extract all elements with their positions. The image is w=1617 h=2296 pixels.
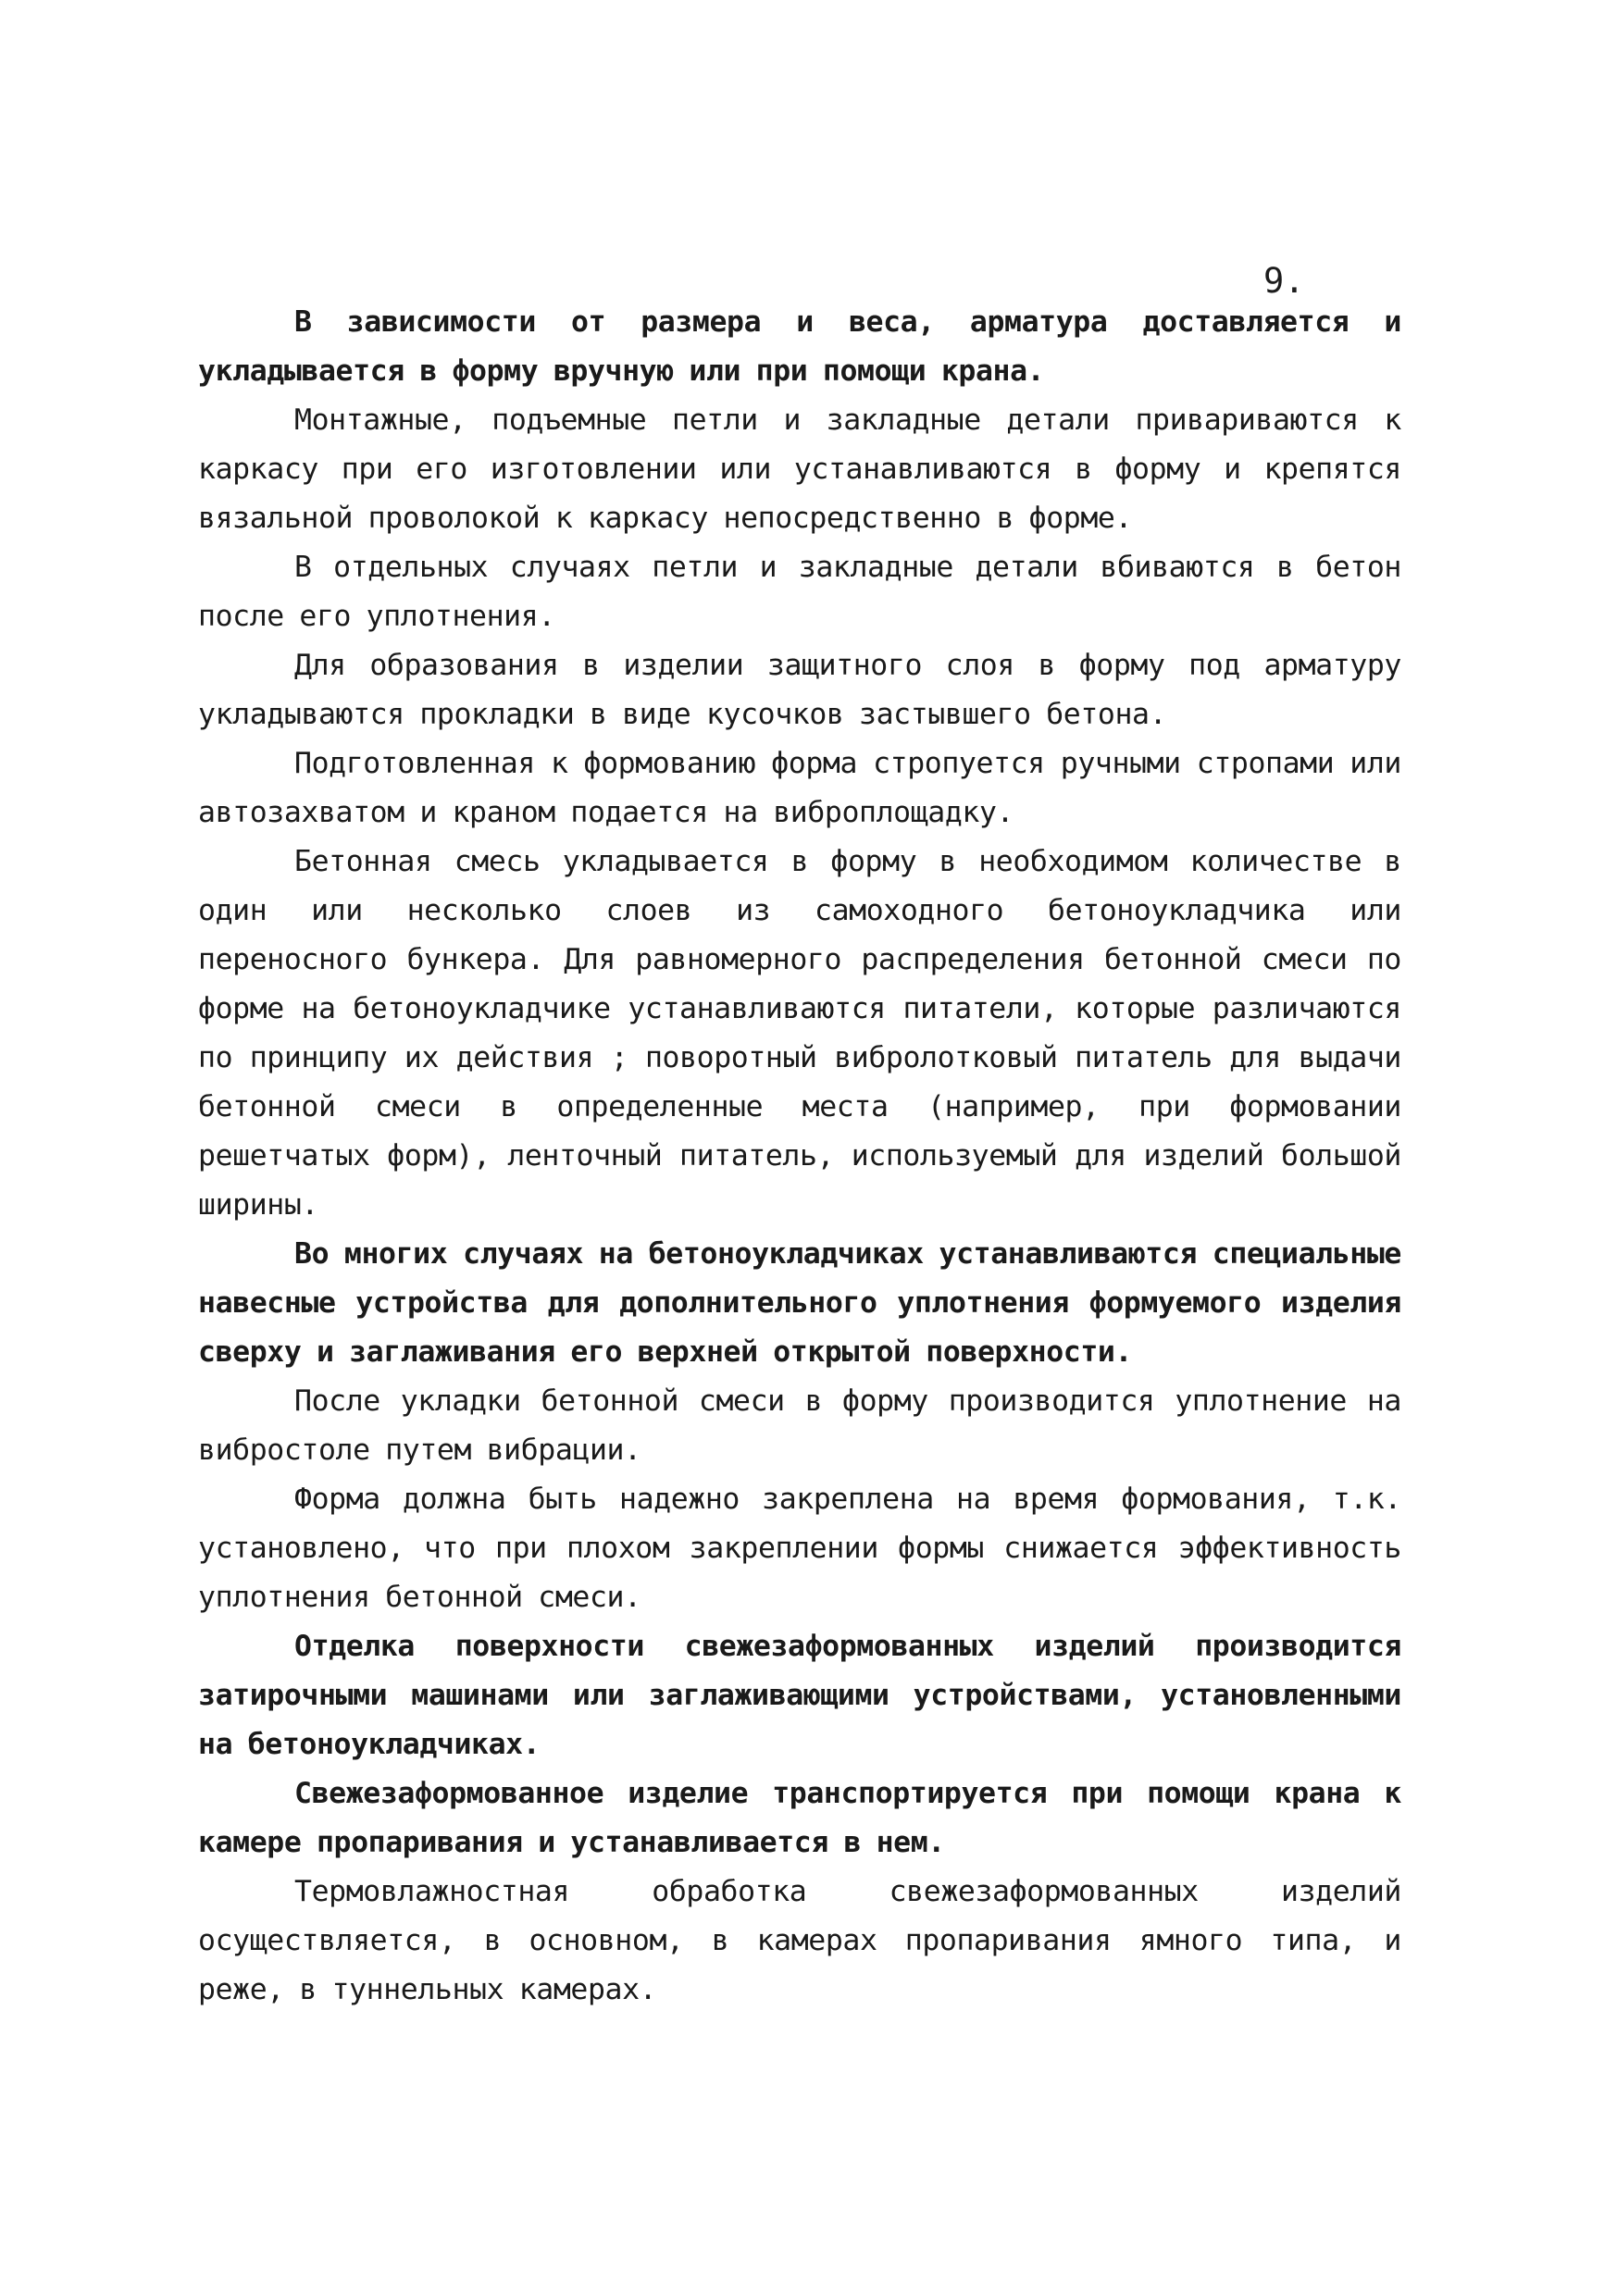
paragraph-10: Отделка поверхности свежезаформованных изделий производится затирочными машинами или заглаживающими устройствами, установленными на бетоноукладчиках. <box>198 1630 1401 1761</box>
paragraph-3: В отдельных случаях петли и закладные детали вбиваются в бетон после его уплотнения. <box>198 551 1401 633</box>
body-text <box>198 298 1401 2015</box>
paragraph-4: Для образования в изделии защитного слоя в форму под арматуру укладываются прокладки в виде кусочков застывшего бетона. <box>198 649 1401 731</box>
paragraph-11: Свежезаформованное изделие транспортируется при помощи крана к камере пропаривания и устанавливается в нем. <box>198 1777 1401 1859</box>
paragraph-2: Монтажные, подъемные петли и закладные детали привариваются к каркасу при его изготовлении или устанавливаются в форму и крепятся вязальной проволокой к каркасу непосредственно в форме. <box>198 403 1401 535</box>
paragraph-6: Бетонная смесь укладывается в форму в необходимом количестве в один или несколько слоев из самоходного бетоноукладчика или переносного бункера. Для равномерного распределения бетонной смеси по форме на бетоноукладчике устанавливаются питатели, которые различаются по принципу их действия ; поворотный вибролотковый питатель для выдачи бетонной смеси в определенные места (например, при формовании решетчатых форм), ленточный питатель, используемый для изделий большой ширины. <box>198 845 1401 1222</box>
paragraph-9: Форма должна быть надежно закреплена на время формования, т.к. установлено, что при плохом закреплении формы снижается эффективность уплотнения бетонной смеси. <box>198 1483 1401 1614</box>
paragraph-12: Термовлажностная обработка свежезаформованных изделий осуществляется, в основном, в камерах пропаривания ямного типа, и реже, в туннельных камерах. <box>198 1875 1401 2006</box>
paragraph-5: Подготовленная к формованию форма стропуется ручными стропами или автозахватом и краном подается на виброплощадку. <box>198 747 1401 829</box>
paragraph-1: В зависимости от размера и веса, арматура доставляется и укладывается в форму вручную или при помощи крана. <box>198 305 1401 388</box>
page-number: 9. <box>1263 261 1305 301</box>
paragraph-8: После укладки бетонной смеси в форму производится уплотнение на вибростоле путем вибрации. <box>198 1384 1401 1467</box>
paragraph-7: Во многих случаях на бетоноукладчиках устанавливаются специальные навесные устройства для дополнительного уплотнения формуемого изделия сверху и заглаживания его верхней открытой поверхности. <box>198 1237 1401 1369</box>
